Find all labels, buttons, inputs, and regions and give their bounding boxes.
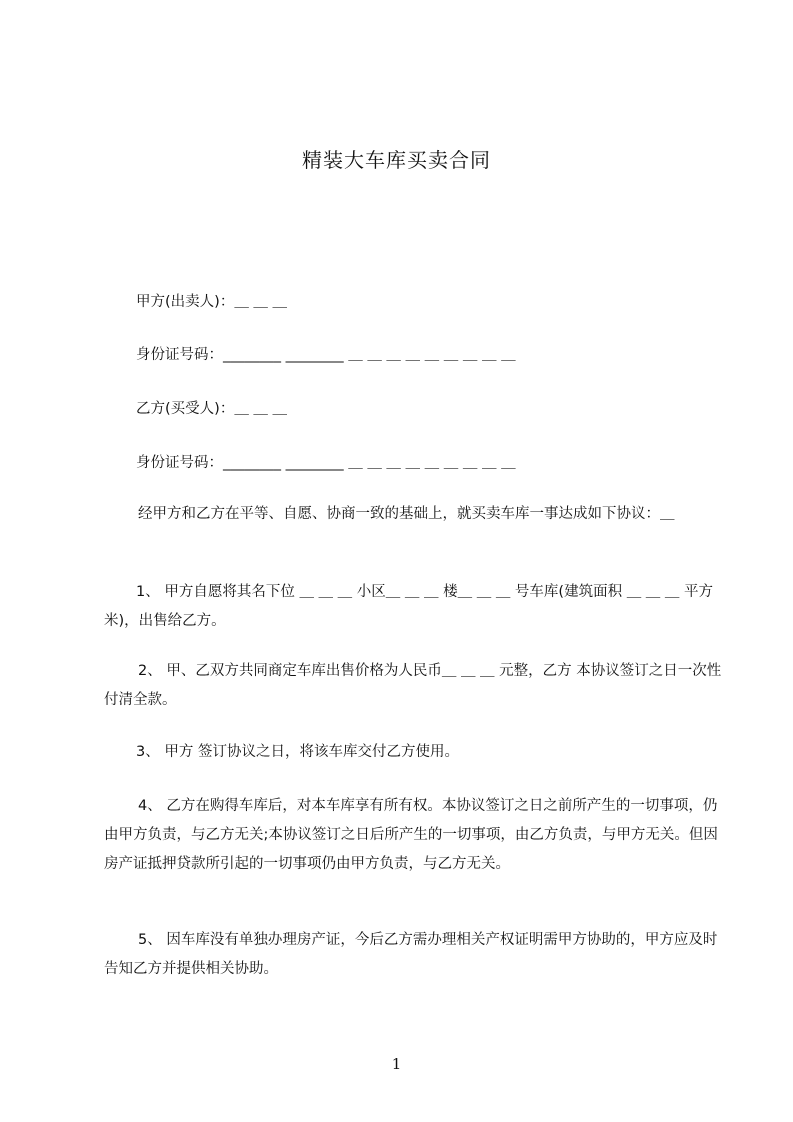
party-a-id-line: 身份证号码：________ ________ ＿ ＿ ＿ ＿ ＿ ＿ ＿ ＿ ＿ [136, 347, 516, 363]
clause-2: 2、 甲、乙双方共同商定车库出售价格为人民币＿ ＿ ＿ 元整，乙方 本协议签订之日一次性付清全款。 [104, 663, 722, 708]
clause-1: 1、 甲方自愿将其名下位 ＿ ＿ ＿ 小区＿ ＿ ＿ 楼＿ ＿ ＿ 号车库(建筑面积 ＿ ＿ ＿ 平方米)，出售给乙方。 [104, 584, 714, 629]
clause-4: 4、 乙方在购得车库后，对本车库享有所有权。本协议签订之日之前所产生的一切事项，仍由甲方负责，与乙方无关;本协议签订之日后所产生的一切事项，由乙方负责，与甲方无关。但因房产证抵押贷款所引起的一切事项仍由甲方负责，与乙方无关。 [104, 798, 718, 872]
page-number: 1 [391, 1055, 402, 1073]
party-b-line: 乙方(买受人)：＿ ＿ ＿ [136, 401, 288, 417]
party-a-line: 甲方(出卖人)：＿ ＿ ＿ [136, 294, 288, 310]
intro-paragraph: 经甲方和乙方在平等、自愿、协商一致的基础上，就买卖车库一事达成如下协议：＿ [138, 506, 675, 522]
clause-5: 5、 因车库没有单独办理房产证，今后乙方需办理相关产权证明需甲方协助的，甲方应及时告知乙方并提供相关协助。 [104, 932, 718, 977]
party-b-id-line: 身份证号码：________ ________ ＿ ＿ ＿ ＿ ＿ ＿ ＿ ＿ ＿ [136, 455, 516, 471]
clause-3: 3、 甲方 签订协议之日，将该车库交付乙方使用。 [136, 744, 459, 760]
document-title: 精装大车库买卖合同 [302, 148, 491, 172]
